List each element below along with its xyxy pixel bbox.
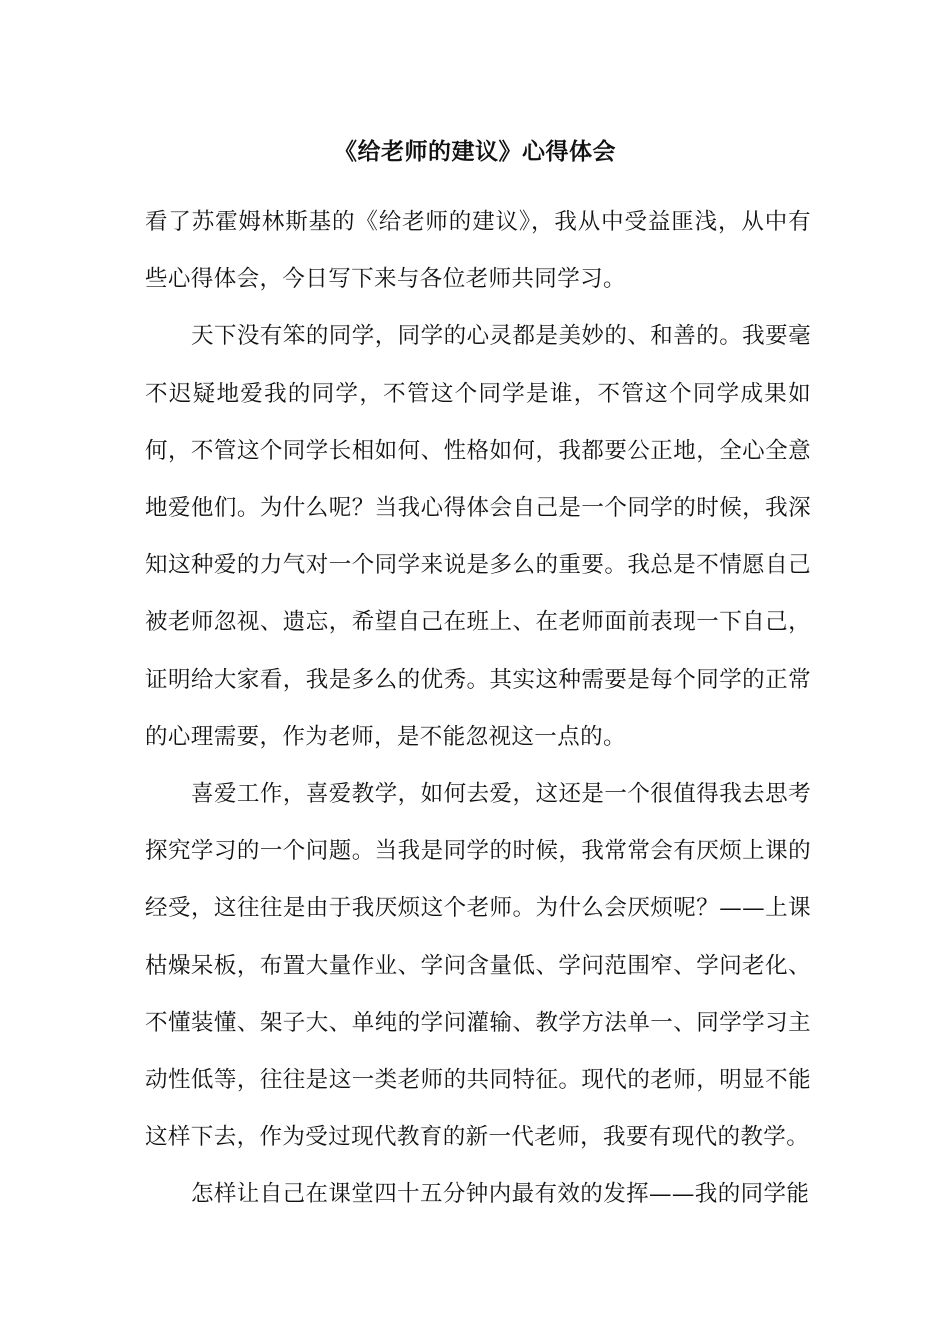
paragraph-classroom: 怎样让自己在课堂四十五分钟内最有效的发挥——我的同学能 <box>191 1181 810 1208</box>
paragraph-love-students: 天下没有笨的同学，同学的心灵都是美妙的、和善的。我要毫不迟疑地爱我的同学，不管这个同学是谁，不管这个同学成果如何，不管这个同学长相如何、性格如何，我都要公正地，全心全意地爱他们。为什么呢？当我心得体会自己是一个同学的时候，我深知这种爱的力气对一个同学来说是多么的重要。我总是不情愿自己被老师忽视、遗忘，希望自己在班上、在老师面前表现一下自己，证明给大家看，我是多么的优秀。其实这种需要是每个同学的正常的心理需要，作为老师，是不能忽视这一点的。 <box>145 323 811 750</box>
document-body <box>145 194 811 1224</box>
document-title: 《给老师的建议》心得体会 <box>334 139 616 165</box>
paragraph-love-teaching: 喜爱工作，喜爱教学，如何去爱，这还是一个很值得我去思考探究学习的一个问题。当我是同学的时候，我常常会有厌烦上课的经受，这往往是由于我厌烦这个老师。为什么会厌烦呢？——上课枯燥呆板，布置大量作业、学问含量低、学问范围窄、学问老化、不懂装懂、架子大、单纯的学问灌输、教学方法单一、同学学习主动性低等，往往是这一类老师的共同特征。现代的老师，明显不能这样下去，作为受过现代教育的新一代老师，我要有现代的教学。 <box>145 781 811 1151</box>
paragraph-intro: 看了苏霍姆林斯基的《给老师的建议》，我从中受益匪浅，从中有些心得体会，今日写下来与各位老师共同学习。 <box>145 209 811 293</box>
